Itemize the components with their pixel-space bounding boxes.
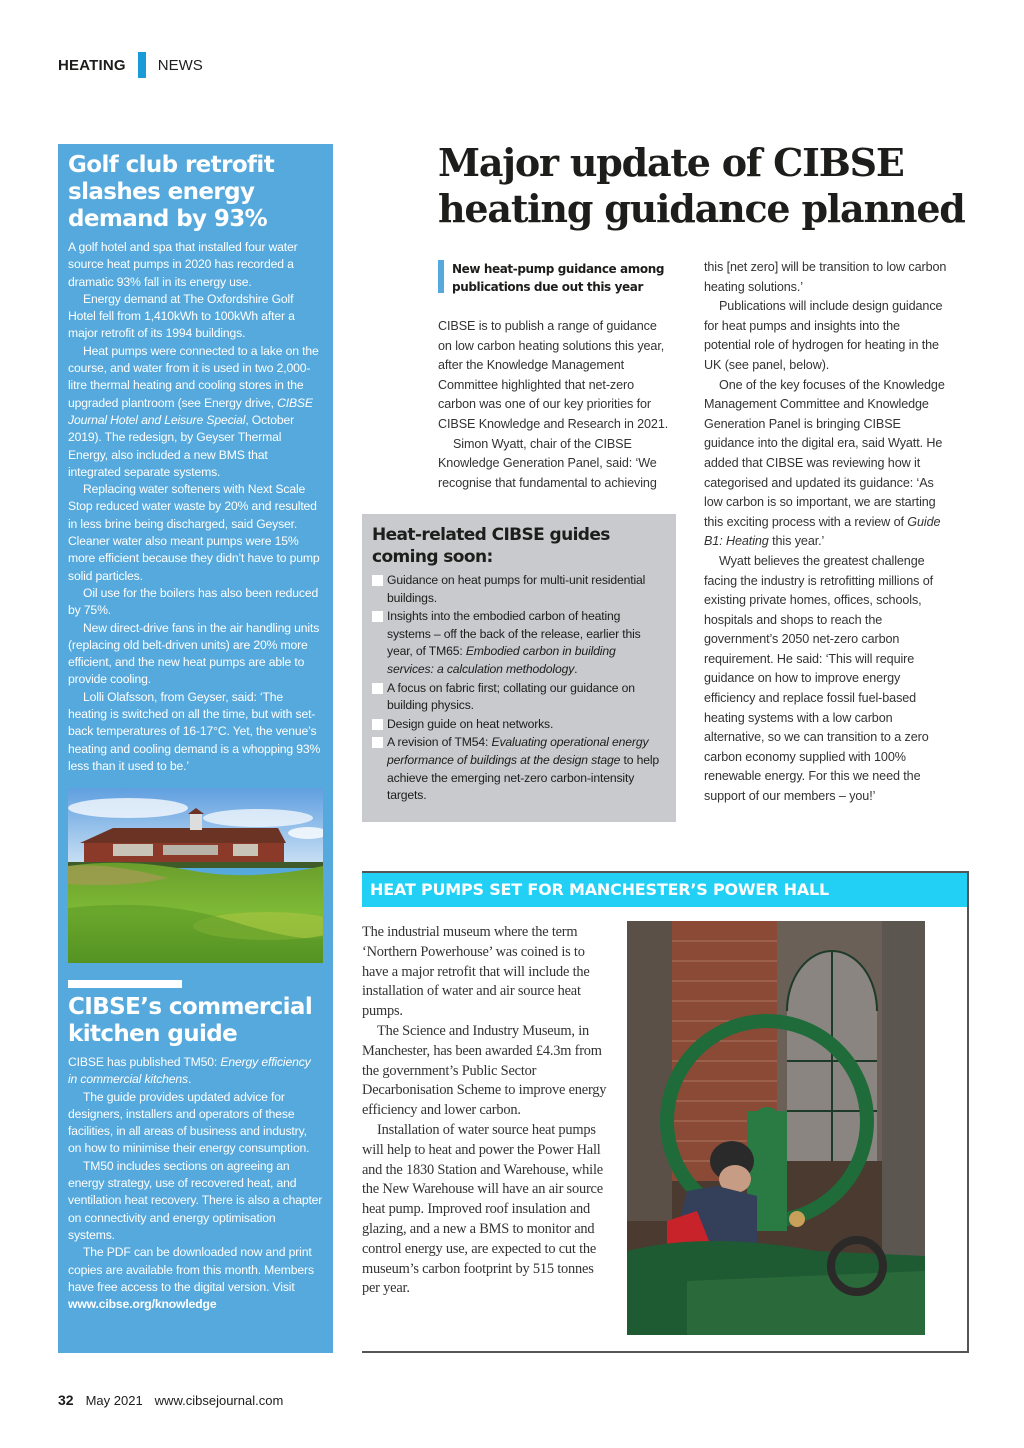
golf-paragraph: Oil use for the boilers has also been reduced by 75%. (68, 585, 319, 618)
guide-text: Guidance on heat pumps for multi-unit residential buildings. (387, 573, 646, 605)
golf-hotel-photo (68, 788, 323, 963)
kitchen-paragraph-italic: Energy efficiency in commercial kitchens (68, 1055, 311, 1087)
article-headline: Major update of CIBSE heating guidance planned (438, 140, 965, 231)
article-standfirst (438, 260, 678, 296)
article-paragraph: Simon Wyatt, chair of the CIBSE Knowledge Generation Panel, said: ‘We recognise that fundamental to achieving (438, 436, 657, 490)
manchester-paragraph: The Science and Industry Museum, in Manchester, has been awarded £4.3m from the government’s Public Sector Decarbonisation Scheme to improve energy efficiency and lower carbon. (362, 1022, 607, 1119)
golf-paragraph: A golf hotel and spa that installed four water source heat pumps in 2020 has recorded a dramatic 93% fall in its energy use. (68, 240, 298, 289)
article-column-2 (704, 258, 949, 807)
cibse-knowledge-link[interactable]: www.cibse.org/knowledge (68, 1297, 217, 1312)
guides-list-item (372, 734, 664, 804)
article-paragraph: Publications will include design guidance for heat pumps and insights into the potential role of hydrogen for heating in the UK (see panel, below). (704, 299, 943, 372)
manchester-paragraph: Installation of water source heat pumps will help to heat and power the Power Hall and the 1830 Station and Warehouse, while the New Warehouse will have an air source heat pump. Improved roof insulation and glazing, and a new a BMS to monitor and control energy use, are expected to cut the museum’s carbon footprint by 515 tonnes per year. (362, 1121, 603, 1297)
subsection-label: NEWS (157, 56, 203, 74)
section-divider (138, 52, 146, 78)
golf-paragraph-text: , October 2019). The redesign, by Geyser Thermal Energy, also included a new BMS that integrated separate systems. (68, 412, 295, 479)
article-paragraph-italic: Guide B1: Heating (704, 514, 941, 549)
guide-italic: Embodied carbon in building services: a calculation methodology (387, 644, 616, 676)
kitchen-paragraph-text: The PDF can be downloaded now and print copies are available from this month. Members have free access to the digital version. Visit (68, 1245, 314, 1294)
manchester-story-banner: HEAT PUMPS SET FOR MANCHESTER’S POWER HALL (362, 873, 967, 907)
kitchen-paragraph: TM50 includes sections on agreeing an energy strategy, use of recovered heat, and ventilation heat recovery. There is also a chapter on connectivity and energy optimisation systems. (68, 1158, 323, 1242)
kitchen-paragraph-text: . (187, 1072, 192, 1087)
guides-list-item (372, 572, 664, 607)
kitchen-paragraph (68, 1244, 323, 1313)
guides-panel-title: Heat-related CIBSE guides coming soon: (372, 525, 610, 567)
guide-text: . (574, 661, 578, 676)
page-number: 32 (58, 1392, 74, 1408)
manchester-story-box (362, 871, 969, 1353)
manchester-story-body (362, 923, 607, 1299)
golf-story-body (58, 233, 333, 775)
golf-story-title: Golf club retrofit slashes energy demand by 93% (68, 152, 275, 232)
guides-panel (362, 514, 676, 822)
square-bullet-icon (372, 737, 383, 748)
kitchen-paragraph-text: CIBSE has published TM50: (68, 1055, 221, 1069)
square-bullet-icon (372, 719, 383, 730)
square-bullet-icon (372, 611, 383, 622)
standfirst-text: New heat-pump guidance among publications due out this year (452, 262, 665, 294)
article-paragraph: Wyatt believes the greatest challenge facing the industry is retrofitting millions of existing private homes, offices, schools, hospitals and shops to reach the government’s 2050 net-zero carbon requirement. He said: ‘This will require guidance on how to improve energy efficiency and replace fossil fuel-based heating systems with a low carbon alternative, so we can transition to a zero carbon economy supplied with 100% renewable energy. For this we need the support of our members – you!’ (704, 553, 934, 804)
power-hall-photo (627, 921, 925, 1335)
golf-paragraph: Replacing water softeners with Next Scale Stop reduced water waste by 20% and resulted in less brine being discharged, said Geyser. Cleaner water also meant pumps were 15% more efficient because they didn’t have to pump solid particles. (68, 482, 320, 583)
guides-list (372, 572, 664, 805)
kitchen-paragraph (68, 1054, 323, 1089)
golf-paragraph: Lolli Olafsson, from Geyser, said: ‘The heating is switched on all the time, but with set-back temperatures of 16-17°C. Yet, the venue’s heating and cooling demand is a whopping 93% less than it used to be.’ (68, 689, 321, 773)
page-footer (58, 1392, 283, 1408)
article-paragraph-text: this year.’ (768, 534, 825, 549)
standfirst-marker (438, 260, 444, 293)
guide-text: A revision of TM54: (387, 735, 492, 750)
journal-website[interactable]: www.cibsejournal.com (154, 1393, 284, 1408)
section-header (58, 52, 203, 78)
article-paragraph (704, 376, 949, 552)
golf-paragraph-italic: CIBSE Journal Hotel and Leisure Special (68, 395, 313, 427)
article-column-1 (438, 317, 670, 493)
section-divider-rule (68, 980, 182, 988)
news-sidebar (58, 144, 333, 1353)
kitchen-story-title: CIBSE’s commercial kitchen guide (68, 994, 313, 1047)
article-paragraph: this [net zero] will be transition to low carbon heating solutions.’ (704, 260, 947, 294)
guide-text: A focus on fabric first; collating our guidance on building physics. (387, 680, 635, 713)
article-paragraph-text: One of the key focuses of the Knowledge Management Committee and Knowledge Generation Panel is bringing CIBSE guidance into the digital era, said Wyatt. He added that CIBSE was reviewing how it categorised and updated its guidance: ‘As low carbon is so important, we are starting this exciting process with a review of (704, 377, 945, 529)
guide-italic: Evaluating operational energy performance of buildings at the design stage (387, 735, 649, 767)
square-bullet-icon (372, 575, 383, 586)
section-label: HEATING (58, 56, 126, 74)
manchester-paragraph: The industrial museum where the term ‘Northern Powerhouse’ was coined is to have a major retrofit that will include the installation of water and air source heat pumps. (362, 924, 590, 1020)
guides-list-item (372, 680, 664, 715)
kitchen-paragraph: The guide provides updated advice for designers, installers and operators of these facilities, in all areas of business and industry, on how to minimise their energy consumption. (68, 1089, 310, 1156)
golf-paragraph (68, 343, 323, 481)
square-bullet-icon (372, 683, 383, 694)
golf-paragraph: Energy demand at The Oxfordshire Golf Hotel fell from 1,410kWh to 100kWh after a major retrofit of its 1994 buildings. (68, 291, 295, 341)
golf-paragraph-text: Heat pumps were connected to a lake on the course, and water from it is used in two 2,000-litre thermal heating and cooling stores in the upgraded plantroom (see Energy drive, (68, 343, 319, 410)
guide-text: to help achieve the emerging net-zero carbon-intensity targets. (387, 752, 660, 803)
guide-text: Insights into the embodied carbon of heating systems – off the back of the release, earlier this year, of TM65: (387, 609, 641, 659)
guides-list-item (372, 716, 664, 734)
kitchen-story-body (58, 1048, 333, 1313)
article-paragraph: CIBSE is to publish a range of guidance on low carbon heating solutions this year, after the Knowledge Management Committee highlighted that net-zero carbon was one of our key priorities for CIBSE Knowledge and Research in 2021. (438, 319, 669, 431)
guides-list-item (372, 608, 664, 678)
issue-date: May 2021 (85, 1393, 143, 1408)
kitchen-guide-story (58, 992, 333, 1313)
guide-text: Design guide on heat networks. (387, 716, 554, 731)
golf-paragraph: New direct-drive fans in the air handling units (replacing old belt-driven units) are 20% more efficient, and the new heat pumps are able to provide cooling. (68, 620, 320, 687)
